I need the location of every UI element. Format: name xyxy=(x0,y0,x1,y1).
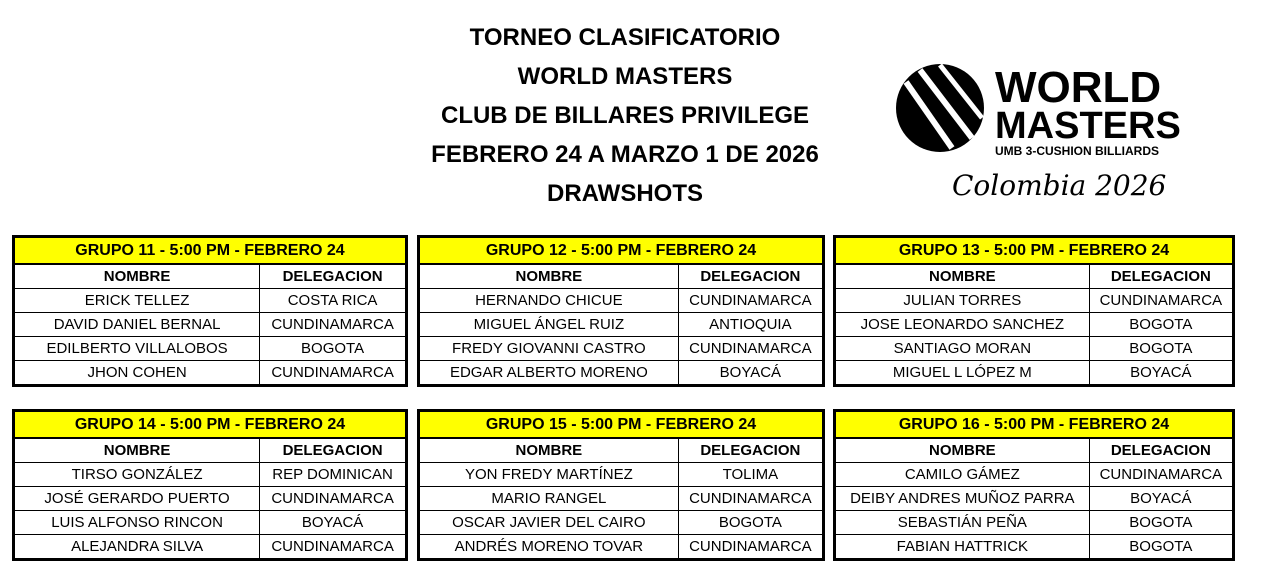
player-name: ANDRÉS MORENO TOVAR xyxy=(420,535,679,559)
player-delegation: BOYACÁ xyxy=(1089,487,1232,511)
player-name: SEBASTIÁN PEÑA xyxy=(836,511,1090,535)
billiard-ball-icon xyxy=(896,64,984,152)
player-delegation: CUNDINAMARCA xyxy=(260,535,406,559)
table-row xyxy=(420,511,823,535)
player-name: YON FREDY MARTÍNEZ xyxy=(420,463,679,487)
world-masters-logo xyxy=(892,60,1202,210)
table-row xyxy=(836,313,1233,337)
player-delegation: CUNDINAMARCA xyxy=(260,361,406,385)
logo-subtitle-text: UMB 3-CUSHION BILLIARDS xyxy=(995,144,1159,158)
table-row xyxy=(420,361,823,385)
column-header-name: NOMBRE xyxy=(836,438,1090,463)
player-name: EDILBERTO VILLALOBOS xyxy=(15,337,260,361)
logo-masters-text: MASTERS xyxy=(995,105,1181,147)
player-delegation: CUNDINAMARCA xyxy=(678,535,822,559)
group-title: GRUPO 15 - 5:00 PM - FEBRERO 24 xyxy=(420,412,823,439)
column-header-delegation: DELEGACION xyxy=(260,264,406,289)
header-line-dates: FEBRERO 24 A MARZO 1 DE 2026 xyxy=(431,141,819,168)
player-name: JOSÉ GERARDO PUERTO xyxy=(15,487,260,511)
column-header-delegation: DELEGACION xyxy=(678,264,822,289)
group-12-table xyxy=(417,235,825,387)
player-delegation: CUNDINAMARCA xyxy=(260,313,406,337)
player-name: DAVID DANIEL BERNAL xyxy=(15,313,260,337)
group-15-table xyxy=(417,409,825,561)
header-line-draw: DRAWSHOTS xyxy=(547,180,703,207)
player-name: TIRSO GONZÁLEZ xyxy=(15,463,260,487)
table-row xyxy=(836,511,1233,535)
column-header-delegation: DELEGACION xyxy=(1089,264,1232,289)
player-delegation: CUNDINAMARCA xyxy=(1089,289,1232,313)
table-row xyxy=(836,289,1233,313)
table-row xyxy=(15,463,406,487)
table-row xyxy=(836,535,1233,559)
player-name: MIGUEL L LÓPEZ M xyxy=(836,361,1090,385)
player-name: SANTIAGO MORAN xyxy=(836,337,1090,361)
player-delegation: BOGOTA xyxy=(1089,337,1232,361)
player-delegation: BOYACÁ xyxy=(1089,361,1232,385)
player-name: JOSE LEONARDO SANCHEZ xyxy=(836,313,1090,337)
group-11-table xyxy=(12,235,408,387)
player-name: ALEJANDRA SILVA xyxy=(15,535,260,559)
player-name: LUIS ALFONSO RINCON xyxy=(15,511,260,535)
player-delegation: BOGOTA xyxy=(1089,511,1232,535)
table-row xyxy=(836,463,1233,487)
group-16-table xyxy=(833,409,1235,561)
header-line-venue: CLUB DE BILLARES PRIVILEGE xyxy=(440,102,810,129)
table-row xyxy=(15,487,406,511)
player-name: ERICK TELLEZ xyxy=(15,289,260,313)
player-delegation: BOGOTA xyxy=(678,511,822,535)
group-title: GRUPO 12 - 5:00 PM - FEBRERO 24 xyxy=(420,238,823,265)
player-delegation: CUNDINAMARCA xyxy=(678,289,822,313)
table-row xyxy=(15,313,406,337)
column-header-name: NOMBRE xyxy=(836,264,1090,289)
group-title: GRUPO 16 - 5:00 PM - FEBRERO 24 xyxy=(836,412,1233,439)
player-delegation: ANTIOQUIA xyxy=(678,313,822,337)
table-row xyxy=(836,361,1233,385)
player-name: FABIAN HATTRICK xyxy=(836,535,1090,559)
column-header-name: NOMBRE xyxy=(420,438,679,463)
player-name: CAMILO GÁMEZ xyxy=(836,463,1090,487)
document-header xyxy=(380,18,870,213)
player-delegation: REP DOMINICAN xyxy=(260,463,406,487)
header-line-tournament: TORNEO CLASIFICATORIO xyxy=(469,24,781,51)
table-row xyxy=(836,487,1233,511)
table-row xyxy=(420,289,823,313)
table-row xyxy=(836,337,1233,361)
table-row xyxy=(420,313,823,337)
table-row xyxy=(15,337,406,361)
player-delegation: CUNDINAMARCA xyxy=(1089,463,1232,487)
player-delegation: BOGOTA xyxy=(260,337,406,361)
column-header-name: NOMBRE xyxy=(15,264,260,289)
player-name: MARIO RANGEL xyxy=(420,487,679,511)
player-delegation: CUNDINAMARCA xyxy=(678,337,822,361)
player-name: DEIBY ANDRES MUÑOZ PARRA xyxy=(836,487,1090,511)
column-header-delegation: DELEGACION xyxy=(678,438,822,463)
table-row xyxy=(420,337,823,361)
group-title: GRUPO 14 - 5:00 PM - FEBRERO 24 xyxy=(15,412,406,439)
table-row xyxy=(420,463,823,487)
group-title: GRUPO 11 - 5:00 PM - FEBRERO 24 xyxy=(15,238,406,265)
player-delegation: CUNDINAMARCA xyxy=(260,487,406,511)
player-name: JHON COHEN xyxy=(15,361,260,385)
player-name: FREDY GIOVANNI CASTRO xyxy=(420,337,679,361)
table-row xyxy=(15,535,406,559)
column-header-delegation: DELEGACION xyxy=(260,438,406,463)
player-delegation: BOGOTA xyxy=(1089,535,1232,559)
table-row xyxy=(15,289,406,313)
table-row xyxy=(15,361,406,385)
group-title: GRUPO 13 - 5:00 PM - FEBRERO 24 xyxy=(836,238,1233,265)
player-delegation: TOLIMA xyxy=(678,463,822,487)
table-row xyxy=(15,511,406,535)
player-name: OSCAR JAVIER DEL CAIRO xyxy=(420,511,679,535)
group-14-table xyxy=(12,409,408,561)
player-name: EDGAR ALBERTO MORENO xyxy=(420,361,679,385)
table-row xyxy=(420,487,823,511)
player-name: JULIAN TORRES xyxy=(836,289,1090,313)
player-name: HERNANDO CHICUE xyxy=(420,289,679,313)
player-delegation: CUNDINAMARCA xyxy=(678,487,822,511)
column-header-name: NOMBRE xyxy=(420,264,679,289)
logo-colombia-text: Colombia 2026 xyxy=(952,169,1167,202)
player-name: MIGUEL ÁNGEL RUIZ xyxy=(420,313,679,337)
group-13-table xyxy=(833,235,1235,387)
player-delegation: COSTA RICA xyxy=(260,289,406,313)
column-header-delegation: DELEGACION xyxy=(1089,438,1232,463)
header-line-event: WORLD MASTERS xyxy=(517,63,733,90)
column-header-name: NOMBRE xyxy=(15,438,260,463)
player-delegation: BOYACÁ xyxy=(678,361,822,385)
player-delegation: BOYACÁ xyxy=(260,511,406,535)
player-delegation: BOGOTA xyxy=(1089,313,1232,337)
logo-world-text: WORLD xyxy=(995,63,1162,112)
table-row xyxy=(420,535,823,559)
